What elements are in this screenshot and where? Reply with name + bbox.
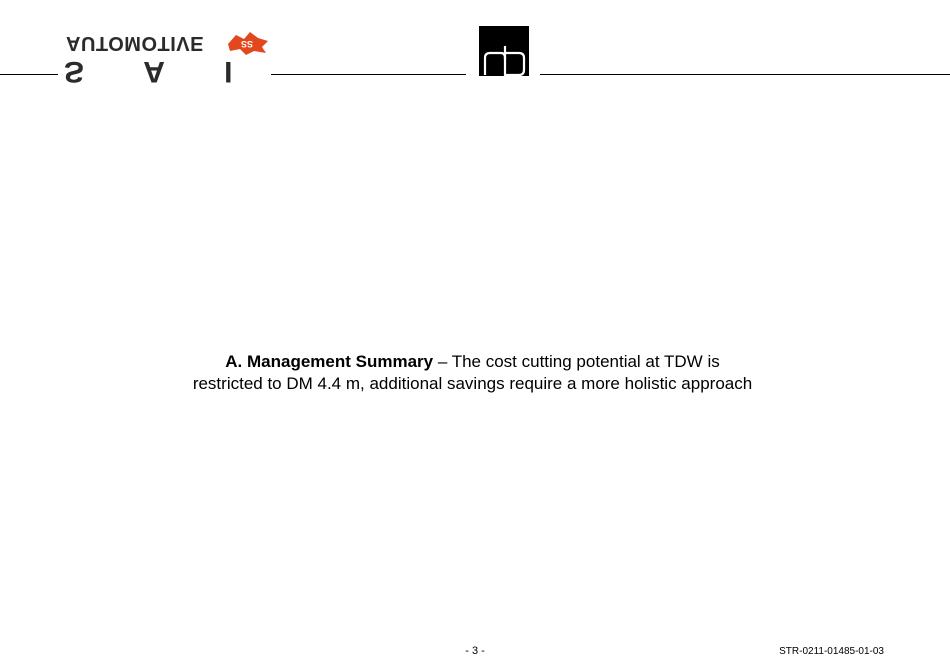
svg-text:SS: SS	[240, 39, 254, 49]
section-title-rest: – The cost cutting potential at TDW is	[433, 352, 720, 371]
document-code: STR-0211-01485-01-03	[779, 646, 884, 657]
section-title	[100, 351, 845, 395]
section-title-line2: restricted to DM 4.4 m, additional savings require a more holistic approach	[192, 374, 753, 393]
header-rule-left	[0, 74, 58, 75]
rb-logo	[479, 26, 529, 76]
section-title-line1	[100, 351, 845, 373]
rb-logo-icon	[479, 26, 529, 76]
sai-logo-letters: S A I	[64, 55, 259, 88]
sai-logo-wordmark: AUTOMOTIVE	[66, 32, 204, 54]
section-title-bold: A. Management Summary	[225, 352, 434, 371]
page-number: - 3 -	[465, 645, 485, 657]
header-rule-right	[540, 74, 950, 75]
sai-automotive-logo	[62, 22, 272, 88]
sai-mark-icon	[226, 30, 270, 56]
header-rule-middle	[271, 74, 466, 75]
